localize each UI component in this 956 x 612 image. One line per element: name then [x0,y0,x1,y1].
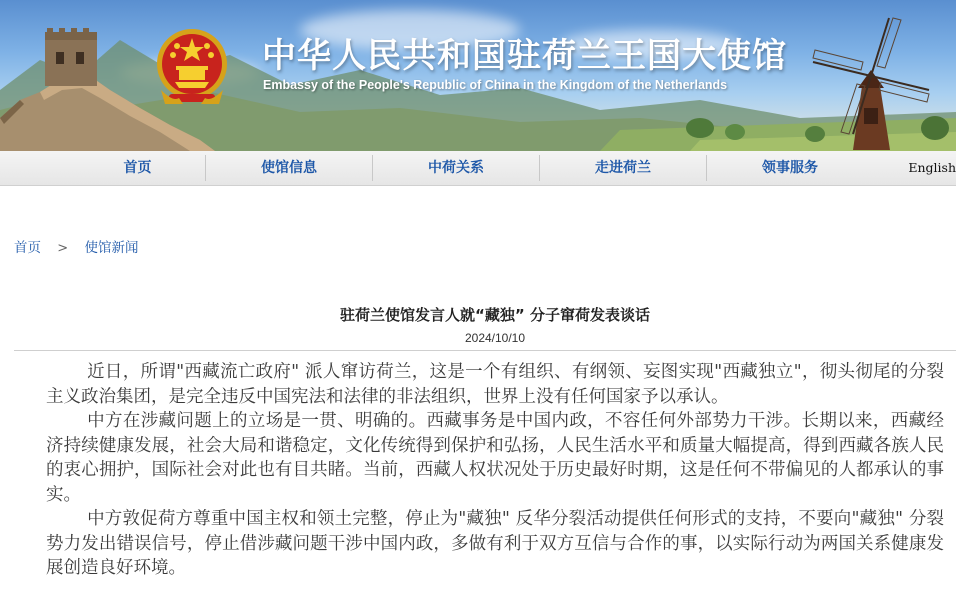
article-paragraph: 中方敦促荷方尊重中国主权和领土完整，停止为"藏独" 反华分裂活动提供任何形式的支持，不要向"藏独" 分裂势力发出错误信号，停止借涉藏问题干涉中国内政，多做有利于双方互信与合作的事，以实际行动为两国关系健康发展创造良好环境。 [46,509,944,578]
breadcrumb-current-link[interactable]: 使馆新闻 [84,240,139,256]
article-paragraph: 中方在涉藏问题上的立场是一贯、明确的。西藏事务是中国内政，不容任何外部势力干涉。长期以来，西藏经济持续健康发展，社会大局和谐稳定，文化传统得到保护和弘扬，人民生活水平和质量大幅提高，得到西藏各族人民的衷心拥护，国际社会对此也有目共睹。当前，西藏人权状况处于历史最好时期，这是任何不带偏见的人都承认的事实。 [46,411,944,505]
nav-item-china-netherlands-relations[interactable]: 中荷关系 [428,160,484,176]
site-title: 中华人民共和国驻荷兰王国大使馆 [262,36,787,76]
article-date: 2024/10/10 [464,331,526,345]
title-divider [14,350,956,351]
site-subtitle: Embassy of the People's Republic of China in the Kingdom of the Netherlands [263,78,728,92]
nav-item-home[interactable]: 首页 [123,160,152,176]
article-title: 驻荷兰使馆发言人就“藏独” 分子窜荷发表谈话 [340,306,650,324]
english-language-link[interactable]: English [908,160,956,175]
article-paragraph: 近日，所谓"西藏流亡政府" 派人窜访荷兰，这是一个有组织、有纲领、妄图实现"西藏独立"，彻头彻尾的分裂主义政治集团，是完全违反中国宪法和法律的非法组织，世界上没有任何国家予以承认。 [46,362,944,407]
chevron-right-icon: > [57,241,69,256]
breadcrumb [14,236,139,256]
nav-item-consular-services[interactable]: 领事服务 [762,160,818,176]
nav-item-about-netherlands[interactable]: 走进荷兰 [595,160,651,176]
breadcrumb-home-link[interactable]: 首页 [14,240,41,256]
header-banner [0,0,956,151]
national-emblem-icon [155,24,229,108]
nav-item-embassy-info[interactable]: 使馆信息 [261,160,317,176]
article-body [46,360,944,581]
main-navigation [0,151,956,186]
